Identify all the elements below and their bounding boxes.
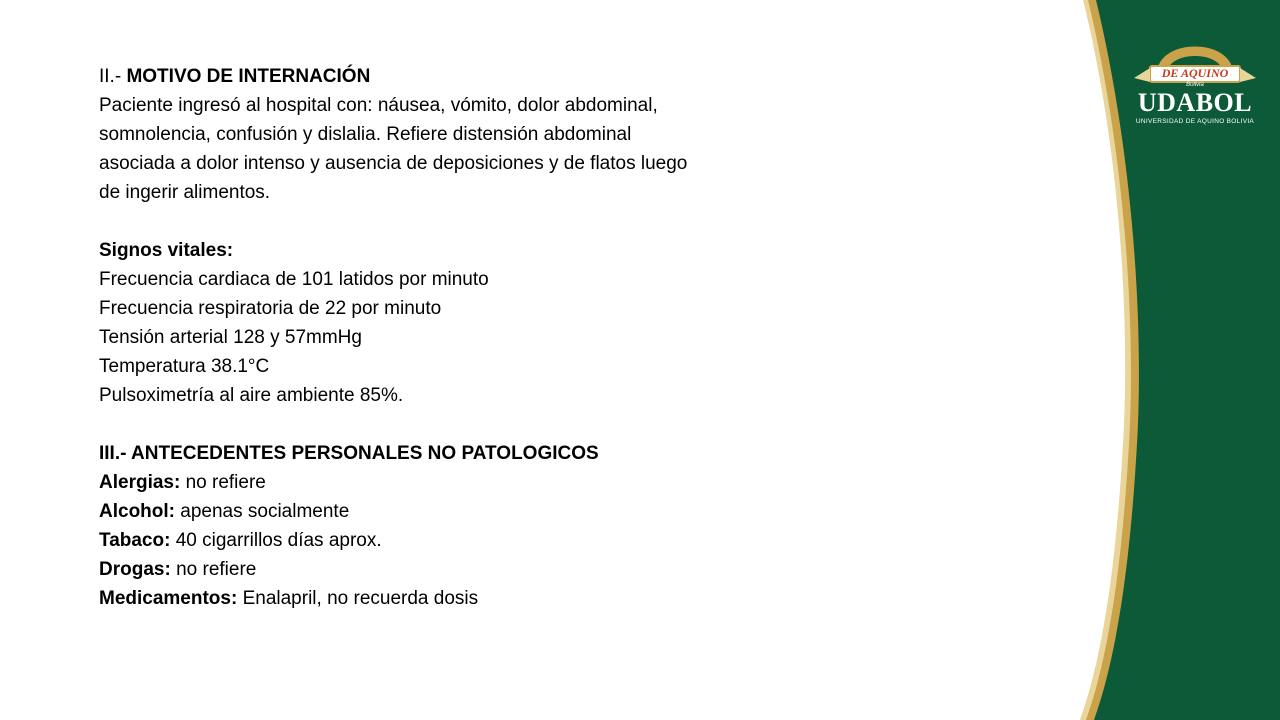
motivo-heading-prefix: II.- bbox=[99, 66, 127, 87]
antecedentes-item-value: no refiere bbox=[170, 559, 257, 580]
spacer bbox=[99, 207, 799, 236]
antecedentes-item-value: no refiere bbox=[180, 472, 266, 493]
slide-body bbox=[99, 62, 799, 613]
antecedentes-item-label: Alergias: bbox=[99, 472, 181, 493]
antecedentes-item bbox=[99, 555, 799, 584]
signos-line: Temperatura 38.1°C bbox=[99, 356, 270, 377]
antecedentes-item-label: Tabaco: bbox=[99, 530, 171, 551]
motivo-line: asociada a dolor intenso y ausencia de deposiciones y de flatos luego bbox=[99, 153, 688, 174]
motivo-heading-text: MOTIVO DE INTERNACIÓN bbox=[126, 66, 371, 87]
signos-line: Pulsoximetría al aire ambiente 85%. bbox=[99, 385, 404, 406]
antecedentes-item bbox=[99, 497, 799, 526]
logo-country: Bolivia bbox=[1186, 82, 1204, 88]
signos-line: Frecuencia cardiaca de 101 latidos por minuto bbox=[99, 269, 489, 290]
motivo-line: Paciente ingresó al hospital con: náusea, vómito, dolor abdominal, bbox=[99, 95, 658, 116]
antecedentes-item bbox=[99, 468, 799, 497]
motivo-heading bbox=[99, 62, 799, 91]
signos-line: Tensión arterial 128 y 57mmHg bbox=[99, 327, 362, 348]
logo-subtitle: UNIVERSIDAD DE AQUINO BOLIVIA bbox=[1135, 118, 1255, 125]
antecedentes-item-label: Alcohol: bbox=[99, 501, 175, 522]
antecedentes-item bbox=[99, 584, 799, 613]
antecedentes-item-label: Medicamentos: bbox=[99, 588, 238, 609]
antecedentes-item-value: 40 cigarrillos días aprox. bbox=[170, 530, 382, 551]
antecedentes-item-value: apenas socialmente bbox=[175, 501, 350, 522]
motivo-line: somnolencia, confusión y dislalia. Refiere distensión abdominal bbox=[99, 124, 632, 145]
spacer bbox=[99, 410, 799, 439]
antecedentes-item-label: Drogas: bbox=[99, 559, 171, 580]
antecedentes-item bbox=[99, 526, 799, 555]
antecedentes-heading: III.- ANTECEDENTES PERSONALES NO PATOLOGICOS bbox=[99, 443, 599, 464]
udabol-logo bbox=[1120, 22, 1270, 132]
signos-heading: Signos vitales: bbox=[99, 240, 234, 261]
logo-seal-text: DE AQUINO bbox=[1161, 66, 1229, 80]
motivo-line: de ingerir alimentos. bbox=[99, 182, 271, 203]
signos-line: Frecuencia respiratoria de 22 por minuto bbox=[99, 298, 442, 319]
logo-name: UDABOL bbox=[1137, 88, 1253, 117]
antecedentes-item-value: Enalapril, no recuerda dosis bbox=[237, 588, 479, 609]
